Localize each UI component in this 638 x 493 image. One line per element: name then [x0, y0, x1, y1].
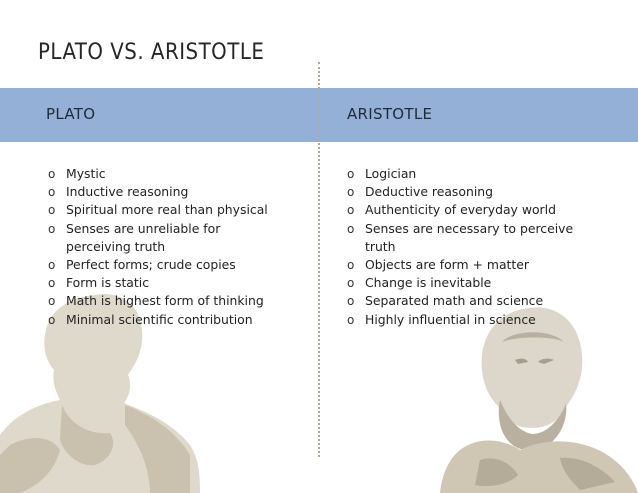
- bullet-glyph: o: [347, 221, 355, 236]
- list-item: [48, 292, 288, 310]
- list-item-text: Mystic: [66, 166, 106, 181]
- list-item-text: Spiritual more real than physical: [66, 202, 268, 218]
- list-item-text: Math is highest form of thinking: [66, 293, 264, 309]
- list-item: [347, 274, 602, 292]
- list-item: [347, 256, 602, 274]
- plato-points-list: [48, 165, 288, 329]
- bullet-glyph: o: [48, 276, 56, 291]
- bullet-glyph: o: [347, 203, 355, 218]
- list-item-text: Change is inevitable: [365, 275, 492, 291]
- list-item: [48, 201, 288, 219]
- bullet-glyph: o: [48, 312, 56, 327]
- bullet-glyph: o: [347, 258, 355, 273]
- list-item: [48, 220, 288, 256]
- bullet-glyph: o: [48, 167, 56, 181]
- list-item-text: Highly influential in science: [365, 311, 536, 327]
- bullet-glyph: o: [347, 294, 355, 309]
- slide-title: PLATO VS. ARISTOTLE: [38, 40, 265, 65]
- bullet-glyph: o: [347, 312, 355, 327]
- list-item: [48, 256, 288, 274]
- list-item-text: Perfect forms; crude copies: [66, 257, 236, 273]
- list-item-text: Minimal scientific contribution: [66, 311, 253, 327]
- list-item: [48, 274, 288, 292]
- bullet-glyph: o: [347, 276, 355, 291]
- list-item-text: Authenticity of everyday world: [365, 202, 556, 218]
- list-item: [347, 292, 602, 310]
- plato-heading: PLATO: [46, 105, 96, 123]
- bullet-glyph: o: [347, 185, 355, 200]
- list-item-text: Separated math and science: [365, 293, 544, 309]
- aristotle-heading: ARISTOTLE: [347, 105, 433, 123]
- aristotle-points-list: [347, 165, 602, 329]
- list-item: [347, 201, 602, 219]
- list-item: [48, 165, 288, 183]
- list-item: [347, 183, 602, 201]
- bullet-glyph: o: [347, 167, 355, 181]
- list-item: [48, 183, 288, 201]
- list-item-text: Senses are unreliable for perceiving truth: [66, 220, 221, 254]
- list-item: [347, 311, 602, 329]
- bullet-glyph: o: [48, 185, 56, 200]
- list-item: [347, 220, 602, 256]
- bullet-glyph: o: [48, 258, 56, 273]
- column-divider: [318, 62, 320, 457]
- list-item-text: Logician: [365, 166, 417, 181]
- list-item-text: Form is static: [66, 275, 150, 291]
- bullet-glyph: o: [48, 203, 56, 218]
- bullet-glyph: o: [48, 221, 56, 236]
- bullet-glyph: o: [48, 294, 56, 309]
- list-item: [347, 165, 602, 183]
- list-item-text: Objects are form + matter: [365, 257, 529, 273]
- list-item: [48, 311, 288, 329]
- list-item-text: Inductive reasoning: [66, 184, 189, 200]
- list-item-text: Senses are necessary to perceive truth: [365, 220, 574, 254]
- aristotle-bust-image: [420, 300, 638, 493]
- list-item-text: Deductive reasoning: [365, 184, 493, 200]
